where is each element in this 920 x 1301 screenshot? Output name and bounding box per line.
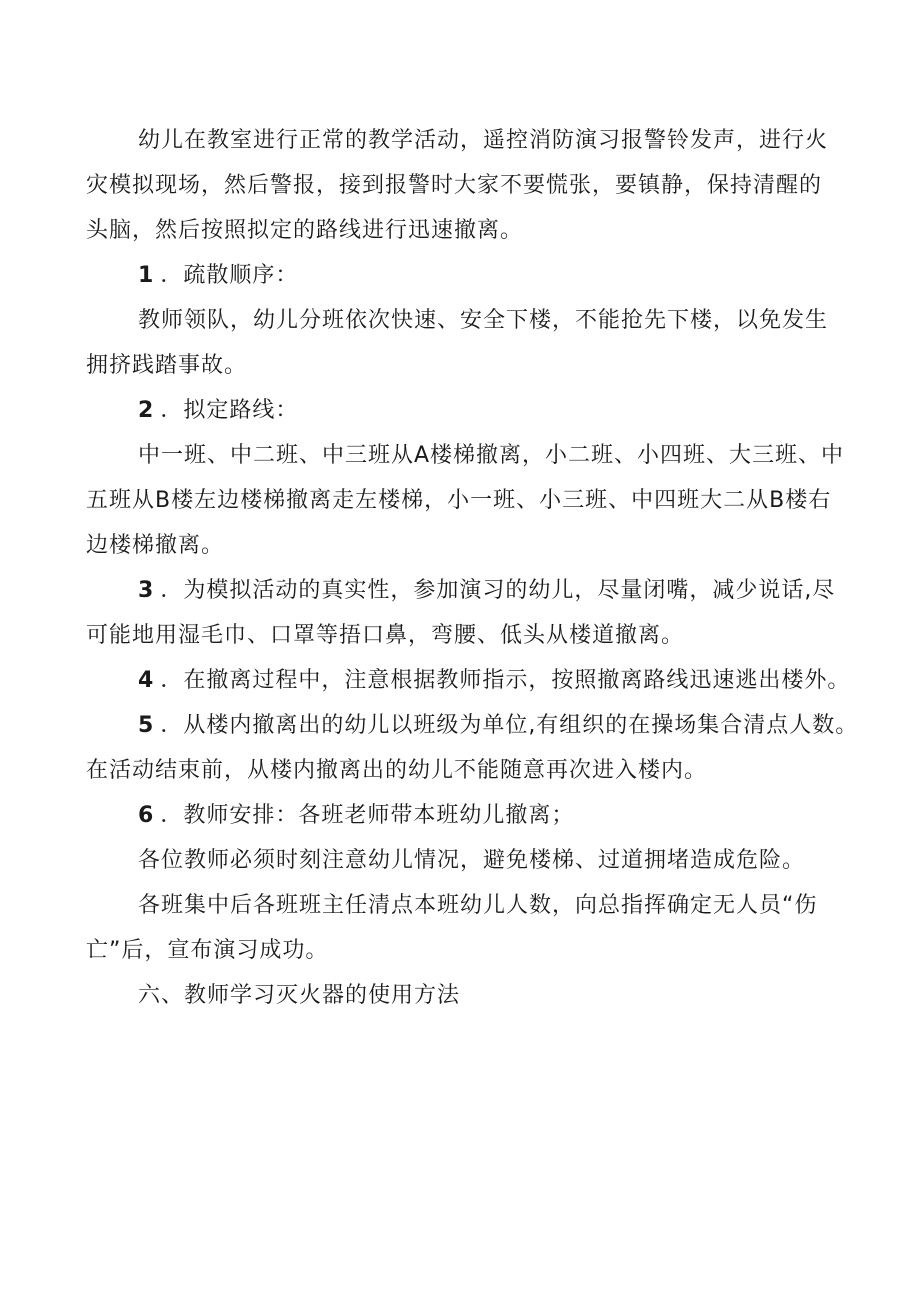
- item-text: ．从楼内撤离出的幼儿以班级为单位,有组织的在操场集合清点人数。: [160, 713, 859, 738]
- paragraph-line: 在活动结束前，从楼内撤离出的幼儿不能随意再次进入楼内。: [86, 758, 708, 783]
- paragraph-line: 头脑，然后按照拟定的路线进行迅速撤离。: [86, 218, 524, 243]
- paragraph-intro: [86, 118, 846, 253]
- item-number: 2: [138, 398, 155, 423]
- heading-text: ．疏散顺序：: [160, 263, 299, 288]
- item-number: 6: [138, 803, 155, 828]
- item-number: 4: [138, 668, 155, 693]
- heading-route: [86, 388, 846, 433]
- heading-evacuation-order: [86, 253, 846, 298]
- paragraph-line: 五班从B楼左边楼梯撤离走左楼梯，小一班、小三班、中四班大二从B楼右: [86, 488, 832, 513]
- paragraph-line: 可能地用湿毛巾、口罩等捂口鼻，弯腰、低头从楼道撤离。: [86, 623, 685, 648]
- item-6: [86, 793, 846, 838]
- numbered-line: [86, 793, 846, 838]
- paragraph-line: 中一班、中二班、中三班从A楼梯撤离，小二班、小四班、大三班、中: [138, 443, 845, 468]
- heading-text: ．拟定路线：: [160, 398, 299, 423]
- item-text: ．在撤离过程中，注意根据教师指示，按照撤离路线迅速逃出楼外。: [160, 668, 851, 693]
- numbered-heading-line: [86, 253, 846, 298]
- item-text: ．为模拟活动的真实性，参加演习的幼儿，尽量闭嘴，减少说话,尽: [160, 578, 836, 603]
- paragraph-line: 幼儿在教室进行正常的教学活动，遥控消防演习报警铃发声，进行火: [138, 128, 829, 153]
- paragraph-line: 各班集中后各班班主任清点本班幼儿人数，向总指挥确定无人员“伤: [138, 893, 818, 918]
- item-number: 3: [138, 578, 155, 603]
- numbered-heading-line: [86, 388, 846, 433]
- paragraph-headcount: [86, 883, 846, 973]
- paragraph-line: 教师领队，幼儿分班依次快速、安全下楼，不能抢先下楼，以免发生: [138, 308, 829, 333]
- section-heading-six: [86, 973, 846, 1018]
- paragraph-line: 边楼梯撤离。: [86, 533, 225, 558]
- numbered-line: [86, 703, 859, 748]
- paragraph-line: 亡”后，宣布演习成功。: [86, 938, 329, 963]
- item-text: ．教师安排：各班老师带本班幼儿撤离；: [160, 803, 575, 828]
- paragraph-evacuation-order: [86, 298, 846, 388]
- paragraph-teacher-attention: [86, 838, 846, 883]
- paragraph-line: 各位教师必须时刻注意幼儿情况，避免楼梯、过道拥堵造成危险。: [138, 848, 806, 873]
- paragraph-route: [86, 433, 846, 568]
- item-3: [86, 568, 846, 658]
- item-5: [86, 703, 859, 793]
- numbered-line: [86, 568, 846, 613]
- paragraph-line: 拥挤践踏事故。: [86, 353, 248, 378]
- item-number: 1: [138, 263, 155, 288]
- numbered-line: [86, 658, 851, 703]
- item-number: 5: [138, 713, 155, 738]
- section-heading-line: 六、教师学习灭火器的使用方法: [138, 983, 461, 1008]
- item-4: [86, 658, 851, 703]
- paragraph-line: 灾模拟现场，然后警报，接到报警时大家不要慌张，要镇静，保持清醒的: [86, 173, 823, 198]
- document-body: [86, 118, 859, 1018]
